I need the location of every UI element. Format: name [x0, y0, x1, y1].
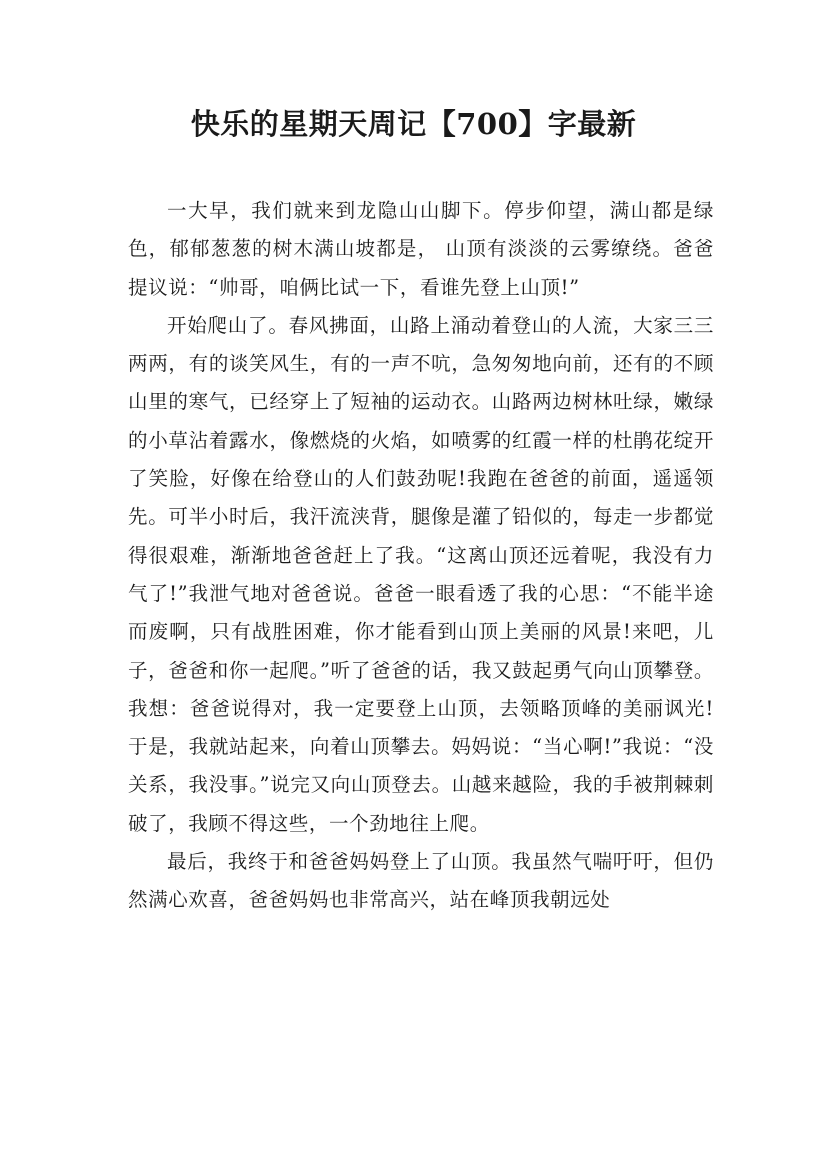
- paragraph-1: 一大早，我们就来到龙隐山山脚下。停步仰望，满山都是绿色，郁郁葱葱的树木满山坡都是， 山顶有淡淡的云雾缭绕。爸爸提议说：“帅哥，咱俩比试一下，看谁先登上山顶!”: [128, 199, 714, 299]
- paragraph-2: 开始爬山了。春风拂面，山路上涌动着登山的人流，大家三三两两，有的谈笑风生，有的一声不吭，急匆匆地向前，还有的不顾山里的寒气，已经穿上了短袖的运动衣。山路两边树林吐绿，嫩绿的小草沾着露水，像燃烧的火焰，如喷雾的红霞一样的杜鹃花绽开了笑脸，好像在给登山的人们鼓劲呢!我跑在爸爸的前面，遥遥领先。可半小时后，我汗流浃背，腿像是灌了铅似的，每走一步都觉得很艰难，渐渐地爸爸赶上了我。“这离山顶还远着呢，我没有力气了!”我泄气地对爸爸说。爸爸一眼看透了我的心思：“不能半途而废啊，只有战胜困难，你才能看到山顶上美丽的风景!来吧，儿子，爸爸和你一起爬。”听了爸爸的话，我又鼓起勇气向山顶攀登。 我想：爸爸说得对，我一定要登上山顶，去领略顶峰的美丽讽光!于是，我就站起来，向着山顶攀去。妈妈说：“当心啊!”我说：“没关系，我没事。”说完又向山顶登去。山越来越险，我的手被荆棘刺破了，我顾不得这些，一个劲地往上爬。: [128, 313, 714, 835]
- document-title: 快乐的星期天周记【700】字最新: [190, 107, 637, 141]
- document-body: [128, 192, 714, 920]
- paragraph-3: 最后，我终于和爸爸妈妈登上了山顶。我虽然气喘吁吁，但仍然满心欢喜，爸爸妈妈也非常高兴，站在峰顶我朝远处: [128, 850, 714, 912]
